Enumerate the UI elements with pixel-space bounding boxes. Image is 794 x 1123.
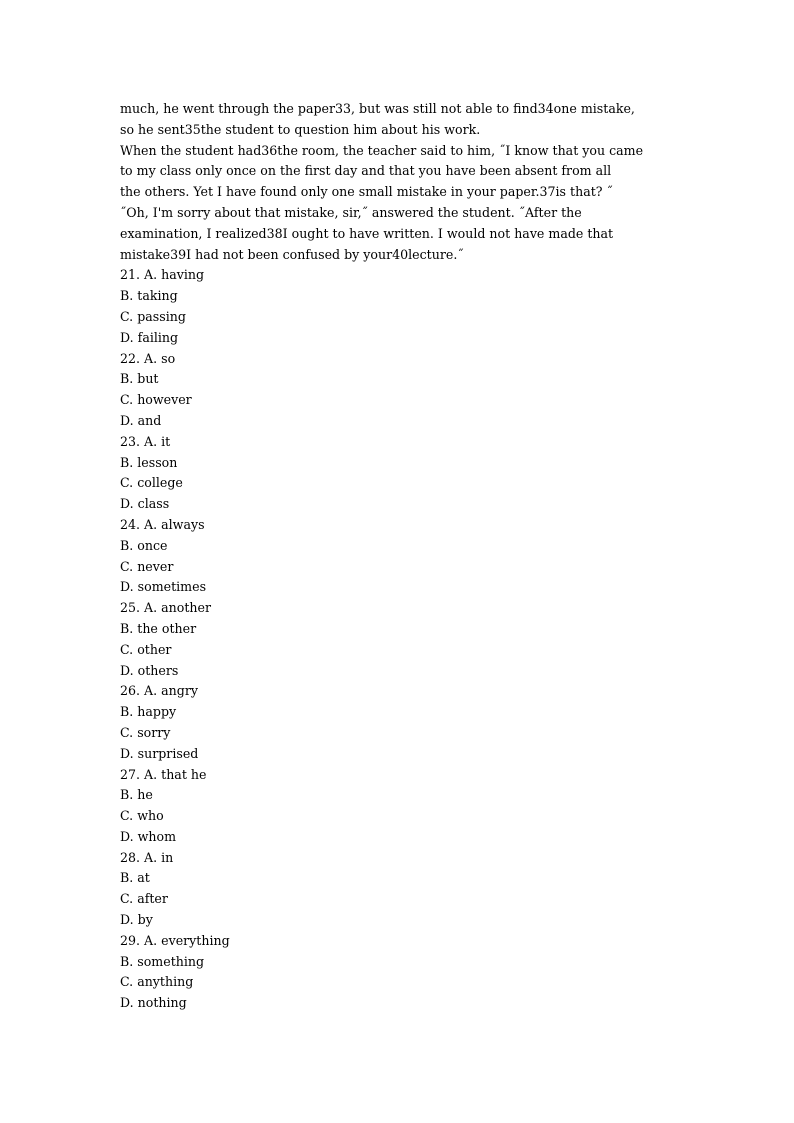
question-first-option: 26. A. angry [120,683,198,699]
option-c: C. passing [120,308,186,324]
option-d: D. nothing [120,995,187,1011]
document-page [120,99,680,1014]
option-d: D. class [120,496,170,512]
question-24 [120,515,680,598]
option-b: B. something [120,953,205,969]
option-b: B. lesson [120,454,178,470]
passage-line: mistake39I had not been confused by your40lecture.˝ [120,246,464,262]
option-b: B. at [120,870,150,886]
option-d: D. others [120,662,179,678]
question-first-option: 21. A. having [120,267,205,283]
question-first-option: 23. A. it [120,433,171,449]
option-b: B. the other [120,620,197,636]
question-first-option: 22. A. so [120,350,176,366]
passage [120,99,680,265]
question-25 [120,598,680,681]
option-b: B. but [120,371,159,387]
option-c: C. sorry [120,724,171,740]
option-d: D. by [120,912,153,928]
passage-line: the others. Yet I have found only one small mistake in your paper.37is that? ˝ [120,184,613,200]
question-first-option: 27. A. that he [120,766,207,782]
option-b: B. once [120,537,168,553]
option-b: B. he [120,787,153,803]
question-first-option: 25. A. another [120,600,211,616]
option-c: C. college [120,475,183,491]
question-22 [120,349,680,432]
question-27 [120,765,680,848]
option-d: D. and [120,412,162,428]
passage-line: much, he went through the paper33, but was still not able to find34one mistake, [120,101,635,116]
option-c: C. never [120,558,174,574]
passage-line: examination, I realized38I ought to have written. I would not have made that [120,225,614,241]
question-28 [120,848,680,931]
passage-line: so he sent35the student to question him about his work. [120,121,481,137]
option-c: C. however [120,392,192,408]
option-c: C. after [120,891,168,907]
option-b: B. happy [120,704,177,720]
question-26 [120,681,680,764]
passage-line: to my class only once on the first day and that you have been absent from all [120,163,612,179]
passage-line: ˝Oh, I'm sorry about that mistake, sir,˝ answered the student. ˝After the [120,204,582,220]
question-21 [120,265,680,348]
passage-line: When the student had36the room, the teacher said to him, ˝I know that you came [120,142,644,158]
option-c: C. anything [120,974,194,990]
question-list [120,265,680,1014]
question-23 [120,432,680,515]
option-d: D. sometimes [120,579,207,595]
option-d: D. whom [120,828,177,844]
option-d: D. surprised [120,745,199,761]
question-first-option: 24. A. always [120,516,205,532]
question-first-option: 28. A. in [120,849,174,865]
option-b: B. taking [120,288,178,304]
option-c: C. who [120,808,164,824]
question-first-option: 29. A. everything [120,932,230,948]
question-29 [120,931,680,1014]
option-c: C. other [120,641,172,657]
option-d: D. failing [120,329,179,345]
